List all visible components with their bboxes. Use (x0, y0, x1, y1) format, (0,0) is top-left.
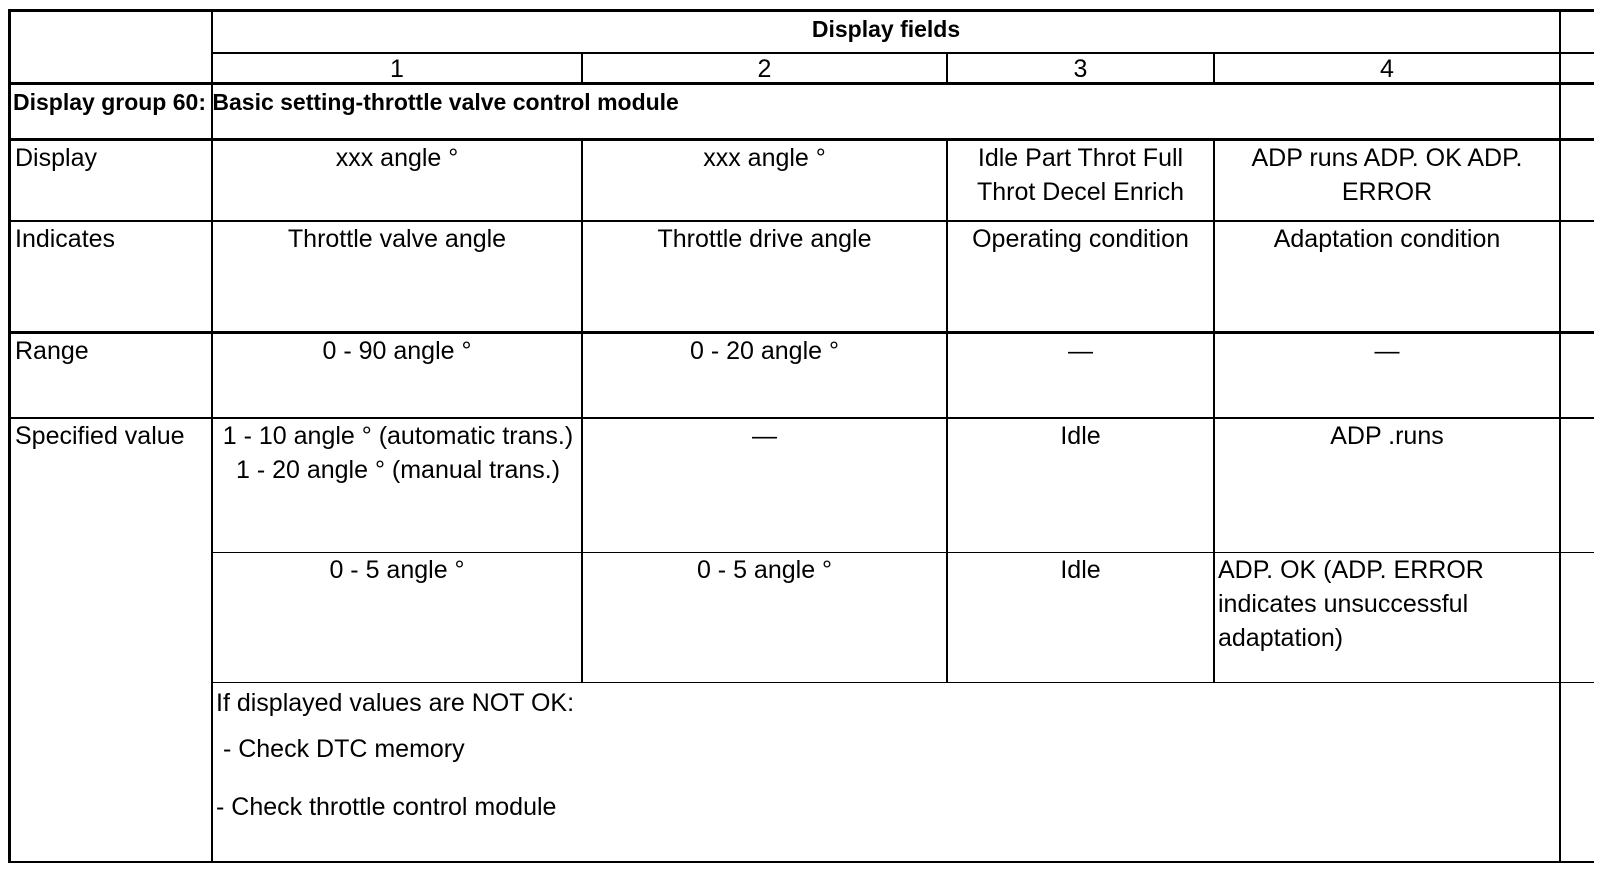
display-field-4: ADP runs ADP. OK ADP. ERROR (1251, 144, 1523, 206)
display-field-1: xxx angle ° (335, 144, 459, 172)
display-field-2: xxx angle ° (703, 144, 826, 172)
range-field-3: — (1068, 337, 1093, 365)
specified-a-field-1: 1 - 10 angle ° (automatic trans.) 1 - 20 angle ° (manual trans.) (222, 422, 574, 484)
range-field-1: 0 - 90 angle ° (322, 337, 472, 365)
specified-b-field-4: ADP. OK (ADP. ERROR indicates unsuccessful adaptation) (1218, 556, 1484, 652)
note-intro: If displayed values are NOT OK: (216, 689, 575, 717)
table-border-right (1559, 9, 1561, 863)
display-group-table (8, 9, 1594, 885)
table-border-bottom (8, 861, 1594, 863)
field-number-1: 1 (390, 55, 404, 82)
field-number-2: 2 (757, 55, 772, 82)
specified-b-divider (213, 682, 1594, 683)
specified-a-field-3: Idle (1060, 422, 1101, 450)
display-fields-heading: Display fields (811, 16, 961, 42)
indicates-field-3: Operating condition (972, 225, 1189, 253)
field-number-3: 3 (1073, 55, 1088, 82)
note-step-check-dtc-memory: - Check DTC memory (216, 735, 465, 763)
specified-b-field-1: 0 - 5 angle ° (329, 556, 465, 584)
note-step-check-throttle-control-module: - Check throttle control module (216, 793, 557, 821)
specified-a-field-4: ADP .runs (1330, 422, 1444, 450)
indicates-field-2: Throttle drive angle (657, 225, 872, 253)
row-label-display: Display (15, 144, 97, 172)
display-field-3: Idle Part Throt Full Throt Decel Enrich (976, 144, 1185, 206)
group-title: Display group 60: Basic setting-throttle valve control module (13, 89, 679, 115)
row-label-indicates: Indicates (15, 225, 116, 253)
row-label-specified-value: Specified value (15, 422, 185, 450)
indicates-field-4: Adaptation condition (1273, 225, 1501, 253)
field-number-4: 4 (1380, 55, 1394, 82)
range-field-4: — (1374, 337, 1400, 365)
indicates-field-1: Throttle valve angle (287, 225, 507, 253)
range-field-2: 0 - 20 angle ° (690, 337, 839, 365)
row-label-range: Range (15, 337, 89, 365)
specified-b-field-3: Idle (1060, 556, 1101, 584)
specified-a-field-2: — (752, 422, 777, 450)
specified-b-field-2: 0 - 5 angle ° (696, 556, 833, 584)
